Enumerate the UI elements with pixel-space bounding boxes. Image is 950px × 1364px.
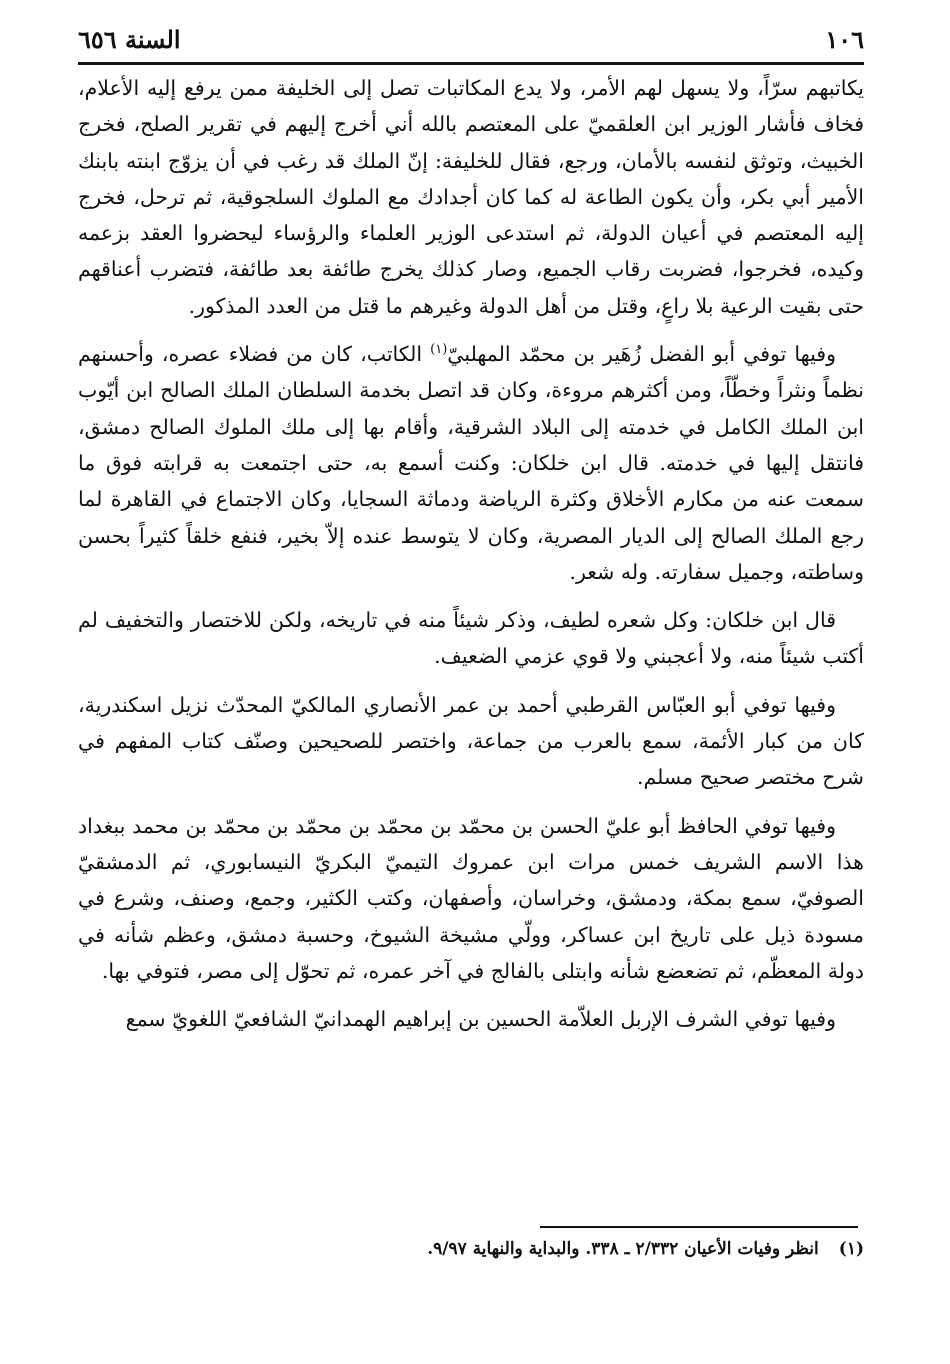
- paragraph-2: [78, 336, 864, 590]
- footnote-reference: (١): [430, 342, 448, 358]
- paragraph-2-rest: الكاتب، كان من فضلاء عصره، وأحسنهم نظماً ونثراً وخطّاً، ومن أكثرهم مروءة، وكان قد اتصل بخدمة السلطان الملك الصالح ابن أيّوب ابن الملك الكامل في خدمته إلى البلاد الشرقية، وأقام بها إلى ملك الملوك الصالح دمشق، فانتقل إليها في خدمته. قال ابن خلكان: وكنت أسمع به، حتى اجتمعت به قرابته فوق ما سمعت عنه من مكارم الأخلاق وكثرة الرياضة ودماثة السجايا، وكان الاجتماع في القاهرة لما رجع الملك الصالح إلى الديار المصرية، وكان لا يتوسط عنده إلاّ بخير، فنفع خلقاً كثيراً بحسن وساطته، وجميل سفارته. وله شعر.: [78, 342, 864, 584]
- page-number: ١٠٦: [825, 25, 864, 54]
- paragraph-2-lead: وفيها توفي أبو الفضل زُهَير بن محمّد المهلبيّ: [447, 342, 836, 367]
- paragraph-4: وفيها توفي أبو العبّاس القرطبي أحمد بن عمر الأنصاري المالكيّ المحدّث نزيل اسكندرية، كان من كبار الأئمة، سمع بالعرب من جماعة، واختصر للصحيحين وصنّف كتاب المفهم في شرح مختصر صحيح مسلم.: [78, 692, 864, 790]
- header-rule: [78, 62, 864, 65]
- paragraph-3: قال ابن خلكان: وكل شعره لطيف، وذكر شيئاً منه في تاريخه، ولكن للاختصار والتخفيف لم أكتب شيئاً منه، ولا أعجبني ولا قوي عزمي الضعيف.: [78, 608, 864, 669]
- footnote-rule: [540, 1226, 858, 1228]
- paragraph-6: وفيها توفي الشرف الإربل العلاّمة الحسين بن إبراهيم الهمدانيّ الشافعيّ اللغويّ سمع: [125, 1007, 836, 1032]
- paragraph-5: وفيها توفي الحافظ أبو عليّ الحسن بن محمّد بن محمّد بن محمّد بن محمّد بن محمد ببغداد هذا الاسم الشريف خمس مرات ابن عمروك التيميّ البكريّ النيسابوري، ثم الدمشقيّ الصوفيّ، سمع بمكة، ودمشق، وخراسان، وأصفهان، وكتب الكثير، وجمع، وصنف، وشرع في مسودة ذيل على تاريخ ابن عساكر، وولّي مشيخة الشيوخ، وحسبة دمشق، وعظم شأنه في دولة المعظّم، ثم تضعضع شأنه وابتلى بالفالج في آخر عمره، ثم تحوّل إلى مصر، فتوفي بها.: [78, 813, 864, 983]
- footnote-text: انظر وفيات الأعيان ٢/٣٣٢ ـ ٣٣٨. والبداية والنهاية ٩/٩٧.: [427, 1239, 819, 1259]
- running-header: [78, 22, 864, 58]
- main-text: [78, 70, 864, 1049]
- paragraph-1: يكاتبهم سرّاً، ولا يسهل لهم الأمر، ولا يدع المكاتبات تصل إلى الخليفة ممن يرفع إليه الأعلام، فخاف فأشار الوزير ابن العلقميّ على المعتصم بالله أني أخرج إليهم في تقرير الصلح، فخرج الخبيث، وتوثق لنفسه بالأمان، ورجع، فقال للخليفة: إنّ الملك قد رغب في أن يزوّج ابنته بابنك الأمير أبي بكر، وأن يكون الطاعة له كما كان أجدادك مع الملوك السلجوقية، ثم ترحل، فخرج إليه المعتصم في أعيان الدولة، ثم استدعى الوزير العلماء والرؤساء ليحضروا العقد بزعمه وكيده، فخرجوا، فضربت رقاب الجميع، وصار كذلك يخرج طائفة بعد طائفة، فتضرب أعناقهم حتى بقيت الرعية بلا راعٍ، وقتل من أهل الدولة وغيرهم ما قتل من العدد المذكور.: [78, 76, 865, 318]
- year-heading: السنة ٦٥٦: [78, 25, 181, 54]
- footnote: [78, 1234, 864, 1264]
- footnote-number: (١): [838, 1239, 864, 1259]
